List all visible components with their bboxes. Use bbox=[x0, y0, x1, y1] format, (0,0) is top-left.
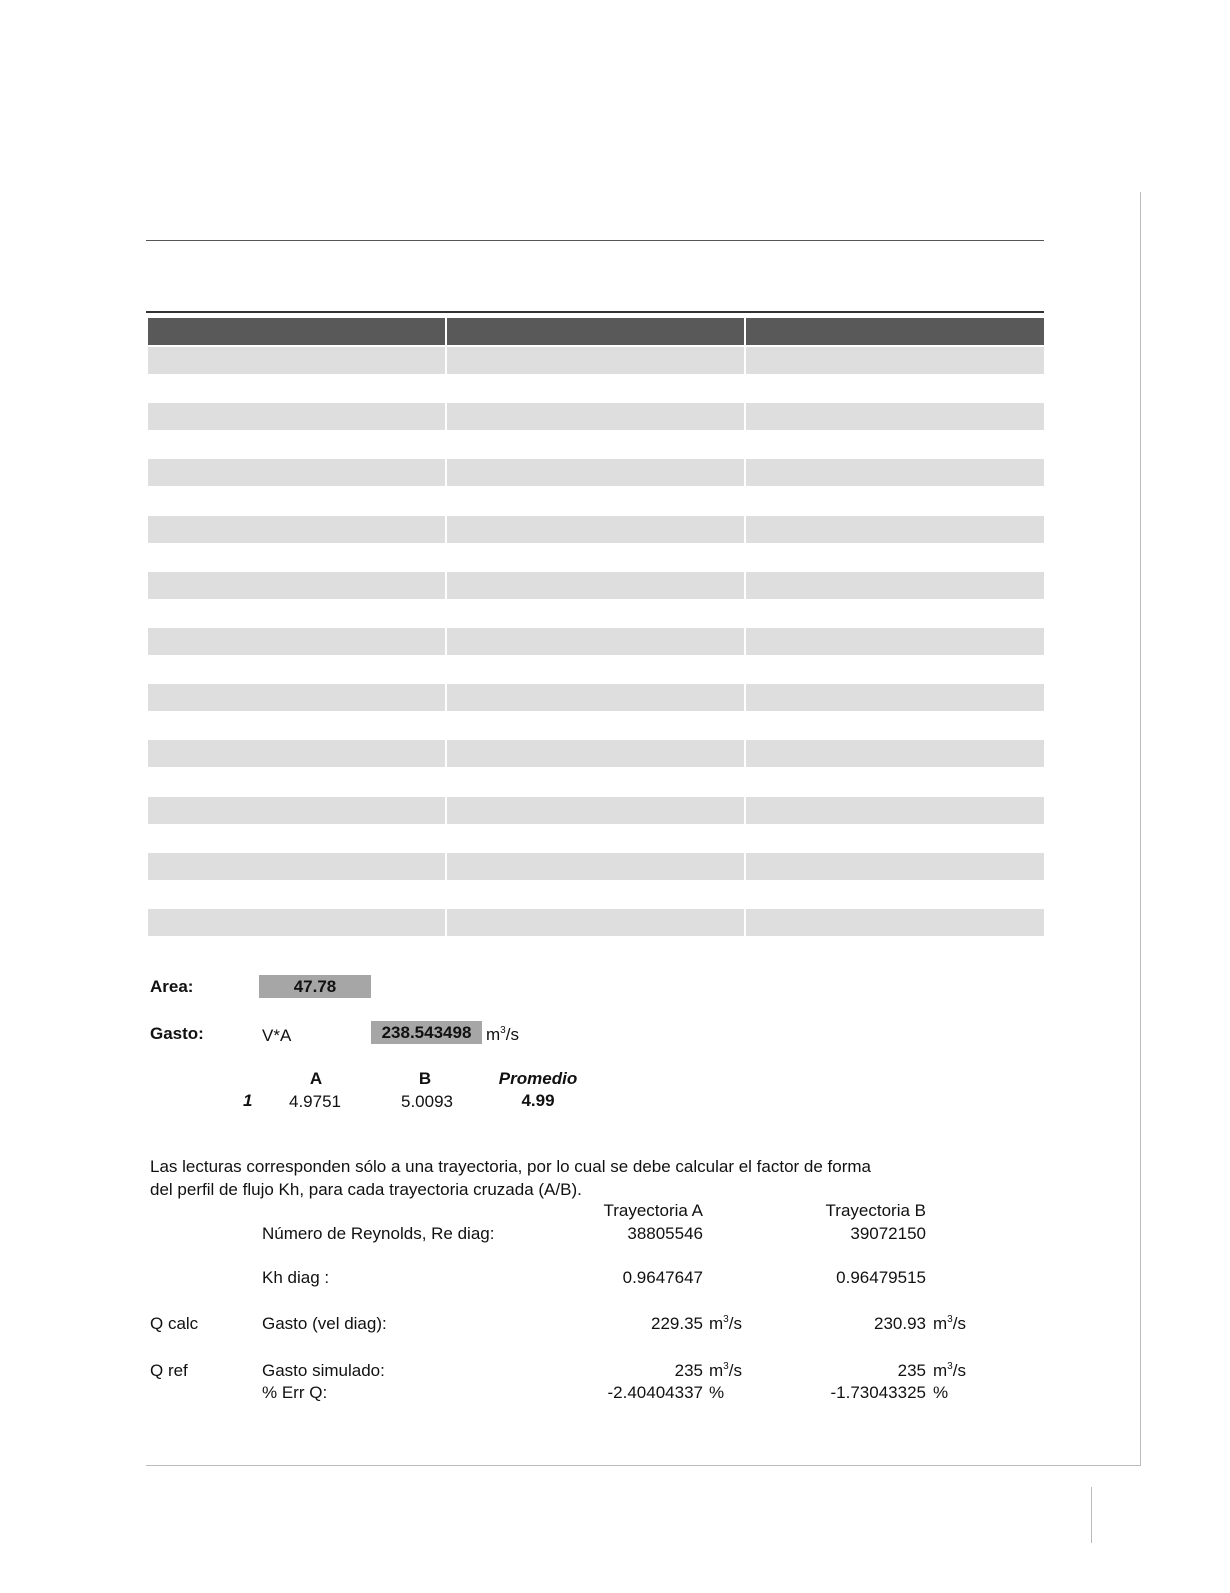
reynolds-label: Número de Reynolds, Re diag: bbox=[262, 1224, 495, 1243]
table-cell bbox=[746, 572, 1044, 599]
err-a-unit: % bbox=[709, 1383, 725, 1402]
table-cell bbox=[148, 909, 445, 936]
table-cell bbox=[148, 628, 445, 655]
qref-key: Q ref bbox=[150, 1361, 188, 1380]
qref-a: 235 bbox=[674, 1361, 703, 1380]
table-row bbox=[148, 516, 1044, 543]
table-row bbox=[148, 459, 1044, 486]
table-cell bbox=[746, 797, 1044, 824]
table-cell bbox=[746, 740, 1044, 767]
table-row bbox=[148, 403, 1044, 430]
table-row bbox=[148, 628, 1044, 655]
table-cell bbox=[148, 797, 445, 824]
table-row bbox=[148, 347, 1044, 374]
qcalc-key: Q calc bbox=[150, 1314, 199, 1333]
gasto-value: 238.543498 bbox=[381, 1023, 472, 1042]
qcalc-b-unit: $m^3/s$ bbox=[933, 1314, 966, 1333]
qref-b-unit: $m^3/s$ bbox=[933, 1361, 966, 1380]
table-cell bbox=[148, 853, 445, 880]
table-cell bbox=[746, 347, 1044, 374]
table-cell bbox=[148, 403, 445, 430]
vel-header-a: A bbox=[309, 1069, 323, 1088]
table-cell bbox=[447, 403, 744, 430]
qcalc-a: 229.35 bbox=[651, 1314, 703, 1333]
table-header-row bbox=[148, 318, 1044, 345]
bottom-rule bbox=[146, 1465, 1141, 1466]
footer-margin-rule bbox=[1091, 1487, 1092, 1543]
table-cell bbox=[447, 459, 744, 486]
area-label: Area: bbox=[150, 977, 194, 996]
results-col-a-header: Trayectoria A bbox=[603, 1201, 703, 1220]
err-b: -1.73043325 bbox=[830, 1383, 926, 1402]
table-cell bbox=[148, 459, 445, 486]
qcalc-b: 230.93 bbox=[874, 1314, 926, 1333]
table-row bbox=[148, 572, 1044, 599]
table-cell bbox=[148, 572, 445, 599]
table-cell bbox=[447, 853, 744, 880]
table-cell bbox=[447, 628, 744, 655]
area-value: 47.78 bbox=[293, 977, 337, 996]
gasto-unit: $m^3/s$ bbox=[486, 1025, 519, 1044]
table-cell bbox=[746, 628, 1044, 655]
table-cell bbox=[746, 318, 1044, 345]
vel-value-avg: 4.99 bbox=[521, 1091, 555, 1110]
table-cell bbox=[447, 797, 744, 824]
table-cell bbox=[148, 684, 445, 711]
table-cell bbox=[148, 516, 445, 543]
table-row bbox=[148, 740, 1044, 767]
table-cell bbox=[148, 347, 445, 374]
err-b-unit: % bbox=[933, 1383, 949, 1402]
qcalc-label: Gasto (vel diag): bbox=[262, 1314, 387, 1333]
reynolds-b: 39072150 bbox=[850, 1224, 926, 1243]
table-cell bbox=[746, 853, 1044, 880]
table-row bbox=[148, 797, 1044, 824]
reynolds-a: 38805546 bbox=[627, 1224, 703, 1243]
table-row bbox=[148, 684, 1044, 711]
qref-a-unit: $m^3/s$ bbox=[709, 1361, 742, 1380]
table-top-rule bbox=[146, 311, 1044, 313]
paragraph-line-2: del perfil de flujo Kh, para cada trayectoria cruzada (A/B). bbox=[150, 1180, 582, 1199]
vel-value-b: 5.0093 bbox=[401, 1092, 453, 1111]
kh-b: 0.96479515 bbox=[836, 1268, 926, 1287]
table-cell bbox=[746, 403, 1044, 430]
table-cell bbox=[447, 740, 744, 767]
top-rule bbox=[146, 240, 1044, 241]
results-col-b-header: Trayectoria B bbox=[825, 1201, 926, 1220]
table-cell bbox=[746, 459, 1044, 486]
vel-value-a: 4.9751 bbox=[289, 1092, 341, 1111]
table-row bbox=[148, 909, 1044, 936]
right-margin-rule bbox=[1140, 192, 1141, 1465]
table-cell bbox=[148, 740, 445, 767]
qref-label: Gasto simulado: bbox=[262, 1361, 385, 1380]
vel-row-index: 1 bbox=[243, 1091, 253, 1110]
table-cell bbox=[148, 318, 445, 345]
table-cell bbox=[447, 909, 744, 936]
table-cell bbox=[447, 318, 744, 345]
paragraph-line-1: Las lecturas corresponden sólo a una trayectoria, por lo cual se debe calcular el factor de forma bbox=[150, 1157, 872, 1176]
table-row bbox=[148, 853, 1044, 880]
err-label: % Err Q: bbox=[262, 1383, 328, 1402]
table-cell bbox=[746, 684, 1044, 711]
table-cell bbox=[447, 347, 744, 374]
vel-header-b: B bbox=[418, 1069, 432, 1088]
kh-a: 0.9647647 bbox=[622, 1268, 703, 1287]
gasto-formula: V*A bbox=[262, 1026, 292, 1045]
table-cell bbox=[447, 572, 744, 599]
vel-header-avg: Promedio bbox=[498, 1069, 578, 1088]
table-cell bbox=[447, 684, 744, 711]
table-cell bbox=[746, 909, 1044, 936]
kh-label: Kh diag : bbox=[262, 1268, 330, 1287]
qcalc-a-unit: $m^3/s$ bbox=[709, 1314, 742, 1333]
table-cell bbox=[447, 516, 744, 543]
err-a: -2.40404337 bbox=[607, 1383, 703, 1402]
table-cell bbox=[746, 516, 1044, 543]
gasto-label: Gasto: bbox=[150, 1024, 204, 1043]
qref-b: 235 bbox=[897, 1361, 926, 1380]
